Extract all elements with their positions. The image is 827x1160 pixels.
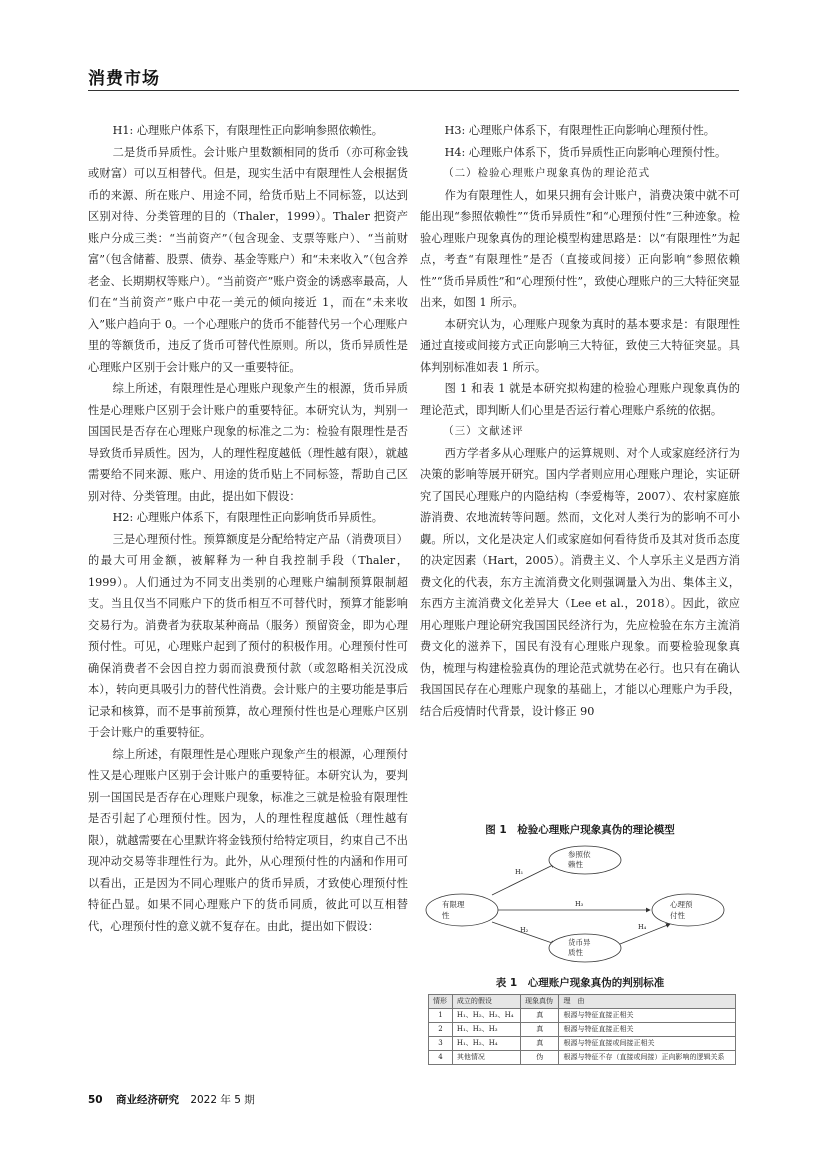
table-cell: 3 — [429, 1037, 453, 1051]
body-paragraph: H3: 心理账户体系下，有限理性正向影响心理预付性。 — [444, 124, 715, 137]
body-paragraph: 西方学者多从心理账户的运算规则、对个人或家庭经济行为决策的影响等展开研究。国内学者则应用心理账户理论，实证研究了国民心理账户的内隐结构（李爱梅等，2007）、农村家庭旅游消费、农地流转等问题。然而，文化对人类行为的影响不可小觑。所以，文化是决定人们或家庭如何看待货币及其对货币态度的决定因素（Hart，2005）。消费主义、个人享乐主义是西方消费文化的代表，东方主流消费文化则强调量入为出、集体主义，东西方主流消费文化差异大（Lee et al.，2018）。因此，欲应用心理账户理论研究我国国民经济行为，先应检验在东方主流消费文化的滋养下，国民有没有心理账户现象。而要检验现象真伪，梳理与构建检验真伪的理论范式就势在必行。也只有在确认我国国民存在心理账户现象的基础上，才能以心理账户为手段，结合后疫情时代背景，设计修正 90 — [420, 446, 740, 718]
table-cell: 伪 — [521, 1051, 559, 1065]
body-paragraph: 综上所述，有限理性是心理账户现象产生的根源，货币异质性是心理账户区别于会计账户的重要特征。本研究认为，判别一国国民是否存在心理账户现象的标准之二为：检验有限理性是否导致货币异质性。因为，人的理性程度越低（理性越有限），就越需要给不同来源、账户、用途的货币贴上不同标签，帮助自己区别对待、分类管理。由此，提出如下假设： — [88, 382, 408, 503]
node-label: 心理预 — [670, 900, 693, 909]
body-paragraph: 本研究认为，心理账户现象为真时的基本要求是：有限理性通过直接或间接方式正向影响三大特征，致使三大特征突显。具体判别标准如表 1 所示。 — [420, 317, 740, 374]
journal-name: 商业经济研究 — [115, 1094, 179, 1106]
node-label: 货币异 — [568, 938, 591, 947]
journal-issue: 2022 年 5 期 — [190, 1094, 255, 1106]
table-cell: H₁、H₂、H₄ — [452, 1037, 520, 1051]
table-row — [429, 1051, 736, 1065]
table-cell: 4 — [429, 1051, 453, 1065]
body-paragraph: H4: 心理账户体系下，货币异质性正向影响心理预付性。 — [444, 145, 727, 159]
edge-label-h2: H₂ — [520, 926, 529, 934]
page-footer — [88, 1092, 255, 1107]
body-paragraph: 作为有限理性人，如果只拥有会计账户，消费决策中就不可能出现“参照依赖性”“货币异质性”和“心理预付性”三种迹象。检验心理账户现象真伪的理论模型构建思路是：以“有限理性”为起点，考查“有限理性”是否（直接或间接）正向影响“参照依赖性”“货币异质性”和“心理预付性”，致使心理账户的三大特征突显出来，如图 1 所示。 — [420, 188, 740, 309]
table-row — [429, 1023, 736, 1037]
subsection-heading: （二）检验心理账户现象真伪的理论范式 — [443, 167, 651, 179]
figure-caption: 图 1 检验心理账户现象真伪的理论模型 — [485, 824, 675, 836]
node-label: 付性 — [670, 911, 685, 920]
table-row — [429, 1037, 736, 1051]
table-cell: 根源与特征直接正相关 — [559, 1009, 736, 1023]
table-row — [429, 1009, 736, 1023]
body-paragraph: 综上所述，有限理性是心理账户现象产生的根源，心理预付性又是心理账户区别于会计账户的重要特征。本研究认为，要判别一国国民是否存在心理账户现象，标准之三就是检验有限理性是否引起了心理预付性。因为，人的理性程度越低（理性越有限），就越需要在心里默许将金钱预付给特定项目，约束自己不出现冲动交易等非理性行为。此外，从心理预付性的内涵和作用可以看出，正是因为不同心理账户的货币异质，才致使心理预付性特征凸显。如果不同心理账户下的货币同质，彼此可以互相替代，心理预付性的意义就不复存在。由此，提出如下假设： — [88, 747, 408, 933]
body-paragraph: H2: 心理账户体系下，有限理性正向影响货币异质性。 — [112, 511, 383, 524]
body-paragraph: 二是货币异质性。会计账户里数额相同的货币（亦可称金钱或财富）可以互相替代。但是，现实生活中有限理性人会根据货币的来源、所在账户、用途不同，给货币贴上不同标签，以达到区别对待、分类管理的目的（Thaler，1999）。Thaler 把资产账户分成三类：“当前资产”（包含现金、支票等账户）、“当前财富”（包含储蓄、股票、债券、基金等账户）和“未来收入”（包含养老金、长期期权等账户）。“当前资产”账户资金的诱惑率最高，人们在“当前资产”账户中花一美元的倾向接近 1，而在“未来收入”账户趋向于 0。一个心理账户的货币不能替代另一个心理账户里的等额货币，违反了货币可替代性原则。所以，货币异质性是心理账户区别于会计账户的又一重要特征。 — [88, 145, 408, 374]
table-header: 情形 — [429, 995, 453, 1009]
table-cell: 根源与特征不存（直接或间接）正向影响的逻辑关系 — [559, 1051, 736, 1065]
edge-label-h3: H₃ — [575, 900, 584, 908]
body-paragraph: H1: 心理账户体系下，有限理性正向影响参照依赖性。 — [112, 124, 383, 137]
body-paragraph: 图 1 和表 1 就是本研究拟构建的检验心理账户现象真伪的理论范式，即判断人们心里是否运行着心理账户系统的依据。 — [420, 382, 740, 417]
node-label: 性 — [442, 911, 450, 920]
table-cell: H₁、H₂、H₃、H₄ — [452, 1009, 520, 1023]
theory-model-figure — [420, 840, 740, 965]
node-label: 参照依 — [568, 850, 591, 859]
page-number: 50 — [88, 1094, 103, 1106]
table-cell: 真 — [521, 1023, 559, 1037]
table-cell: 根源与特征直接正相关 — [559, 1023, 736, 1037]
node-mental-prepayment — [652, 894, 724, 926]
table-cell: 真 — [521, 1009, 559, 1023]
model-diagram — [420, 840, 740, 965]
table-cell: 真 — [521, 1037, 559, 1051]
edge-label-h1: H₁ — [515, 868, 524, 876]
subsection-heading: （三）文献述评 — [443, 425, 524, 437]
edge-h1 — [492, 864, 555, 895]
node-label: 有限理 — [442, 900, 465, 909]
table-header: 成立的假设 — [452, 995, 520, 1009]
header-divider — [88, 90, 739, 91]
left-column — [88, 120, 408, 937]
judgment-table — [428, 994, 736, 1065]
body-paragraph: 三是心理预付性。预算额度是分配给特定产品（消费项目）的最大可用金额，被解释为一种自我控制手段（Thaler，1999）。人们通过为不同支出类别的心理账户编制预算限制超支。当且仅当不同账户下的货币相互不可替代时，预算才能影响交易行为。消费者为获取某种商品（服务）预留资金，即为心理预付性。可见，心理账户起到了预付的积极作用。心理预付性可确保消费者不会因自控力弱而浪费预付款（或忽略相关沉没成本），转向更具吸引力的替代性消费。会计账户的主要功能是事后记录和核算，而不是事前预算，故心理预付性也是心理账户区别于会计账户的重要特征。 — [88, 532, 408, 739]
node-label: 赖性 — [568, 860, 583, 869]
table-cell: 其他情况 — [452, 1051, 520, 1065]
edge-label-h4: H₄ — [638, 923, 647, 931]
right-column — [420, 120, 740, 722]
node-label: 质性 — [568, 948, 583, 957]
table-header: 现象真伪 — [521, 995, 559, 1009]
table-cell: 2 — [429, 1023, 453, 1037]
table-header: 理 由 — [559, 995, 736, 1009]
table-cell: H₁、H₂、H₃ — [452, 1023, 520, 1037]
table-caption: 表 1 心理账户现象真伪的判别标准 — [495, 977, 665, 989]
table-cell: 根源与特征直接或间接正相关 — [559, 1037, 736, 1051]
section-title: 消费市场 — [88, 69, 160, 89]
node-bounded-rationality — [426, 894, 498, 926]
table-cell: 1 — [429, 1009, 453, 1023]
